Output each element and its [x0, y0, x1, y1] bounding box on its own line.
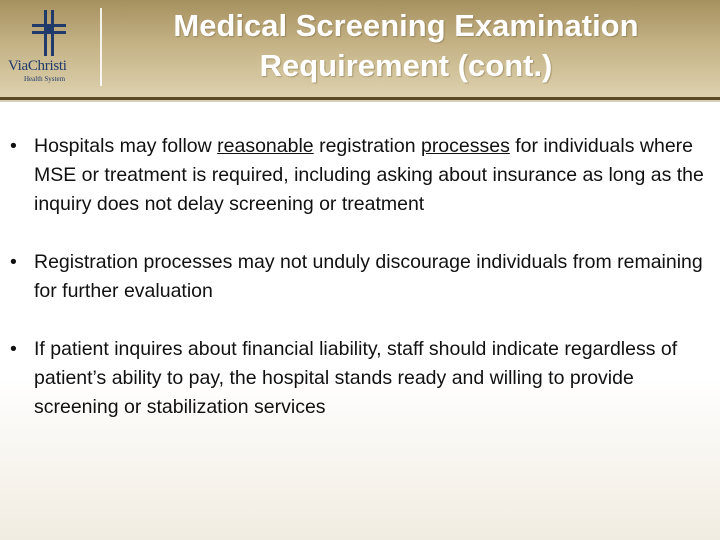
header-rule-highlight	[0, 100, 720, 102]
logo-name: ViaChristi	[8, 58, 67, 74]
bullet-symbol: •	[10, 251, 17, 273]
bullet-text: Hospitals may follow	[34, 135, 218, 157]
bullet-text: registration	[313, 135, 421, 157]
bullet-item-financial-liability	[10, 335, 715, 422]
underlined-word-processes: processes	[420, 135, 510, 157]
bullet-text: If patient inquires about financial liability, staff should indicate regardless of patient’s ability to pay, the hospital stands ready and willing to provide screening or stabilization services	[34, 338, 678, 418]
bullet-item-no-discouragement	[10, 248, 715, 306]
bullet-item-registration-reasonable	[10, 132, 715, 219]
logo-subtitle: Health System	[24, 75, 66, 83]
underlined-word-reasonable: reasonable	[217, 135, 314, 157]
via-christi-logo	[8, 10, 90, 82]
slide-title	[106, 6, 706, 86]
bullet-text: Registration processes may not unduly discourage individuals from remaining for further evaluation	[34, 251, 703, 302]
cross-icon	[32, 10, 66, 56]
logo-divider	[100, 8, 102, 86]
bullet-list	[10, 132, 715, 451]
bullet-symbol: •	[10, 135, 17, 157]
title-line-1: Medical Screening Examination	[173, 8, 639, 43]
bullet-text: for individuals where MSE or treatment is required, including asking about insurance as long as the inquiry does not delay screening or treatment	[34, 135, 704, 215]
title-line-2: Requirement (cont.)	[259, 48, 553, 83]
bullet-symbol: •	[10, 338, 17, 360]
